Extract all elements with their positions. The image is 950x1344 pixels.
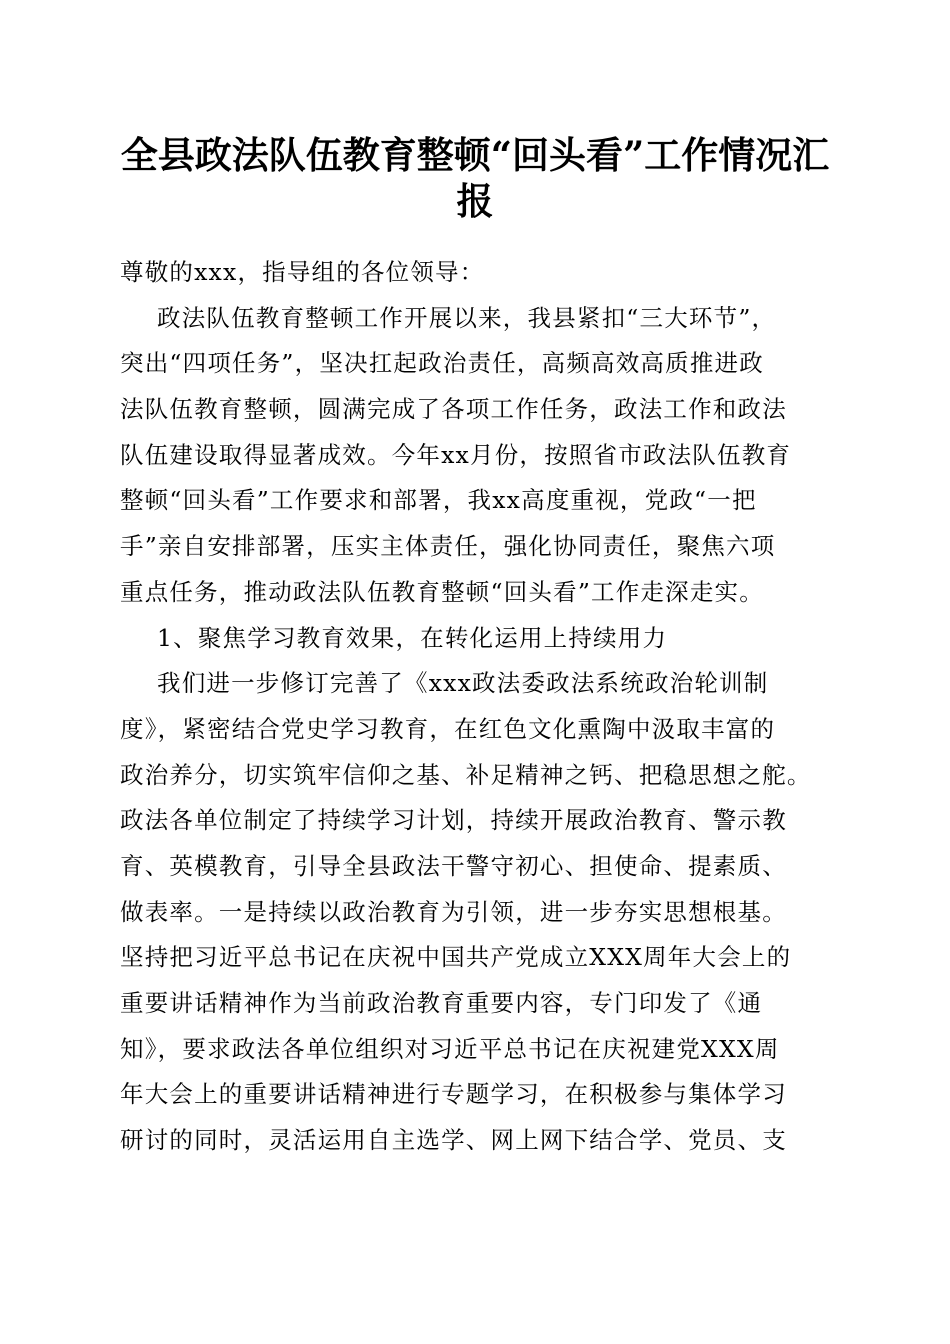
paragraph-line: 政治养分，切实筑牢信仰之基、补足精神之钙、把稳思想之舵。 <box>120 760 812 789</box>
paragraph-line: 坚持把习近平总书记在庆祝中国共产党成立XXX周年大会上的 <box>120 943 792 972</box>
paragraph-line: 手”亲自安排部署，压实主体责任，强化协同责任，聚焦六项 <box>120 532 776 561</box>
paragraph-intro <box>120 296 840 616</box>
paragraph-line: 队伍建设取得显著成效。今年xx月份，按照省市政法队伍教育 <box>120 440 792 469</box>
paragraph-section-1 <box>120 661 840 1164</box>
paragraph-line: 整顿“回头看”工作要求和部署，我xx高度重视，党政“一把 <box>120 486 757 515</box>
title-line: 全县政法队伍教育整顿“回头看”工作情况汇 <box>120 133 830 177</box>
section-heading <box>120 616 840 662</box>
title-line: 报 <box>456 178 494 223</box>
paragraph-line: 育、英模教育，引导全县政法干警守初心、担使命、提素质、 <box>120 851 787 880</box>
salutation: 尊敬的xxx，指导组的各位领导： <box>120 258 485 286</box>
paragraph-line: 年大会上的重要讲话精神进行专题学习，在积极参与集体学习 <box>120 1080 787 1109</box>
paragraph-line: 重点任务，推动政法队伍教育整顿“回头看”工作走深走实。 <box>120 577 764 606</box>
paragraph-line: 法队伍教育整顿，圆满完成了各项工作任务，政法工作和政法 <box>120 395 787 424</box>
paragraph-line: 政法队伍教育整顿工作开展以来，我县紧扣“三大环节”， <box>157 303 777 332</box>
paragraph-line: 研讨的同时，灵活运用自主选学、网上网下结合学、党员、支 <box>120 1126 787 1155</box>
paragraph-line: 度》，紧密结合党史学习教育，在红色文化熏陶中汲取丰富的 <box>120 714 776 743</box>
paragraph-line: 政法各单位制定了持续学习计划，持续开展政治教育、警示教 <box>120 806 787 835</box>
document-body <box>120 250 840 1164</box>
document-title <box>100 132 850 223</box>
section-heading-text: 1、聚焦学习教育效果，在转化运用上持续用力 <box>157 623 668 652</box>
paragraph-line: 重要讲话精神作为当前政治教育重要内容，专门印发了《通 <box>120 989 763 1017</box>
paragraph-line: 我们进一步修订完善了《xxx政法委政法系统政治轮训制 <box>157 669 769 698</box>
paragraph-line: 突出“四项任务”，坚决扛起政治责任，高频高效高质推进政 <box>120 349 764 378</box>
paragraph-line: 知》，要求政法各单位组织对习近平总书记在庆祝建党XXX周 <box>120 1034 780 1063</box>
paragraph-line: 做表率。一是持续以政治教育为引领，进一步夯实思想根基。 <box>120 897 787 926</box>
